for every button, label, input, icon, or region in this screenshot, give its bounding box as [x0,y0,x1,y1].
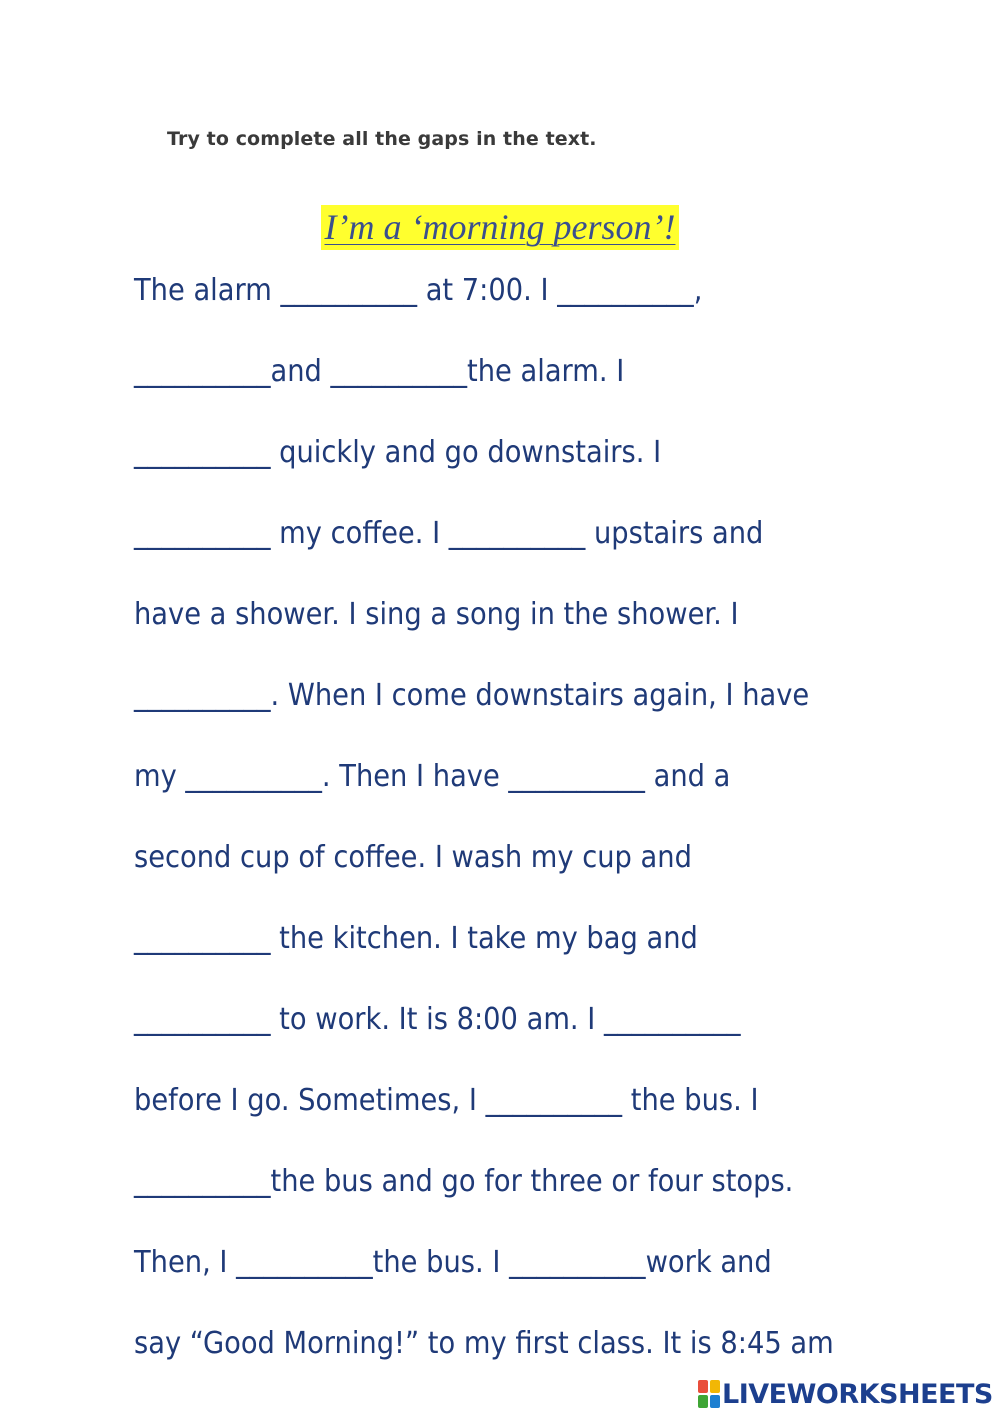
text-line: say “Good Morning!” to my first class. It is 8:45 am [134,1326,834,1361]
text-line: The alarm __________ at 7:00. I __________, [134,273,703,308]
text-line: have a shower. I sing a song in the shower. I [134,597,739,632]
text-line: __________ my coffee. I __________ upstairs and [134,516,764,551]
text-line: my __________. Then I have __________ and a [134,759,731,794]
text-line: __________the bus and go for three or four stops. [134,1164,794,1199]
text-line: before I go. Sometimes, I __________ the bus. I [134,1083,759,1118]
liveworksheets-logo [698,1378,993,1410]
text-line: __________. When I come downstairs again, I have [134,678,810,713]
text-line: __________ the kitchen. I take my bag and [134,921,698,956]
text-line: Then, I __________the bus. I __________work and [134,1245,772,1280]
text-line: __________ to work. It is 8:00 am. I __________ [134,1002,741,1037]
text-line: second cup of coffee. I wash my cup and [134,840,692,875]
worksheet-title: I’m a ‘morning person’! [321,205,680,250]
text-line: __________ quickly and go downstairs. I [134,435,662,470]
logo-icon [698,1380,720,1408]
instructions-text: Try to complete all the gaps in the text. [167,128,597,150]
title-container [0,205,1000,250]
logo-text: LIVEWORKSHEETS [722,1378,993,1410]
text-line: __________and __________the alarm. I [134,354,625,389]
